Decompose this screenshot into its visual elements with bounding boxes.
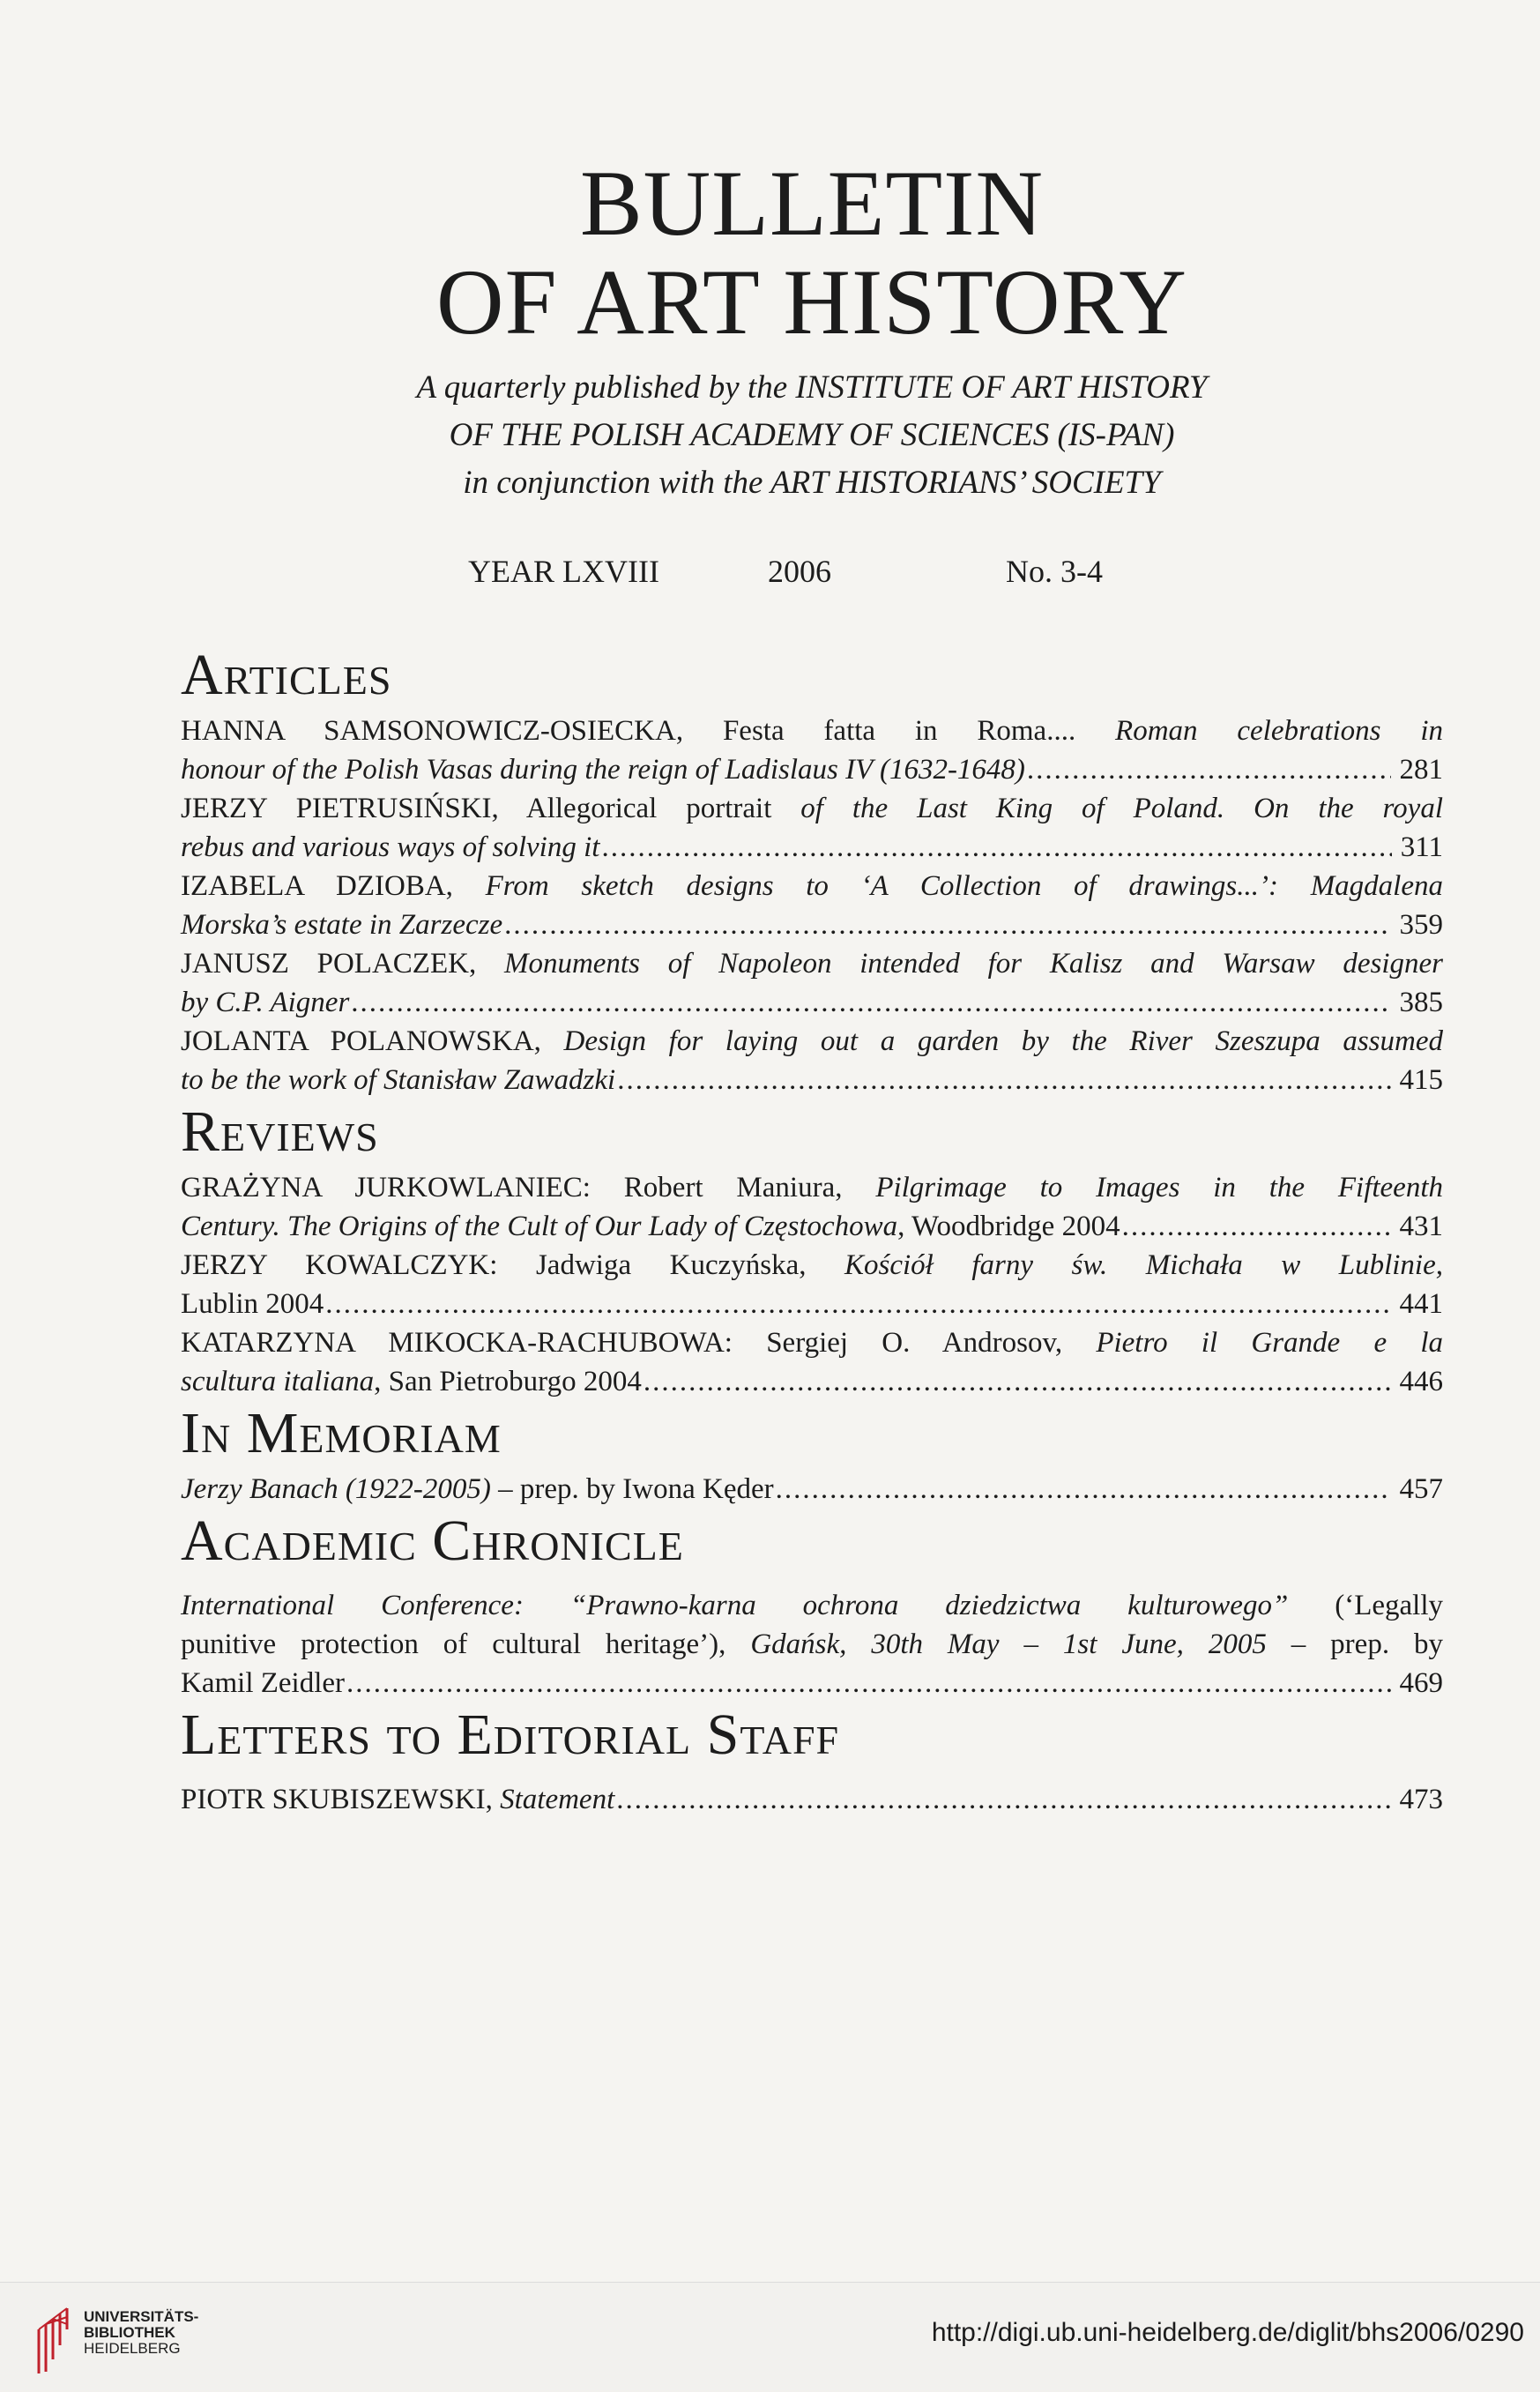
dot-leader [617, 1061, 1390, 1099]
entry-title: Festa fatta in Roma.... [722, 715, 1116, 747]
page-number: 281 [1399, 754, 1443, 786]
page-number: 385 [1399, 987, 1443, 1018]
entry-title: Allegorical portrait [525, 793, 801, 824]
entry-title-italic: Century. The Origins of the Cult of Our Lady of Częstochowa [181, 1211, 898, 1242]
entry-translation: (‘Legally [1288, 1590, 1443, 1621]
entry-reviewed-author: Jadwiga Kuczyńska, [535, 1249, 845, 1281]
entry-author: IZABELA DZIOBA, [181, 870, 486, 902]
toc-entry[interactable] [181, 789, 1443, 867]
dot-leader [346, 1664, 1390, 1703]
entry-author: HANNA SAMSONOWICZ-OSIECKA, [181, 715, 723, 747]
permalink-url[interactable]: http://digi.ub.uni-heidelberg.de/diglit/bhs2006/0290 [931, 2318, 1524, 2347]
entry-reviewed-author: Robert Maniura, [623, 1172, 876, 1203]
volume-number: No. 3-4 [1006, 554, 1103, 589]
dot-leader [616, 1780, 1390, 1819]
entry-title-italic: Kościół farny św. Michała w Lublinie, [844, 1249, 1443, 1281]
entry-title-italic: Morska’s estate in Zarzecze [181, 909, 503, 941]
publisher-line3: in conjunction with the ART HISTORIANS’ SOCIETY [463, 465, 1161, 501]
toc-entry[interactable] [181, 1470, 1443, 1509]
publisher-line1: A quarterly published by the INSTITUTE OF ART HISTORY [416, 369, 1208, 406]
entry-title-italic: International Conference: “Prawno-karna ochrona dziedzictwa kulturowego” [181, 1590, 1289, 1621]
entry-title-italic: Pietro il Grande e la [1096, 1327, 1443, 1359]
page-number: 441 [1399, 1288, 1443, 1320]
page-number: 457 [1399, 1473, 1443, 1505]
entry-title-italic: to be the work of Stanisław Zawadzki [181, 1064, 616, 1096]
entry-author: JERZY KOWALCZYK: [181, 1249, 536, 1281]
page-number: 469 [1399, 1667, 1443, 1699]
entry-title-italic: From sketch designs to ‘A Collection of drawings...’: Magdalena [485, 870, 1443, 902]
section-heading-reviews: Reviews [181, 1099, 379, 1164]
entry-author: PIOTR SKUBISZEWSKI, [181, 1784, 501, 1815]
publisher-line2: OF THE POLISH ACADEMY OF SCIENCES (IS-PAN) [449, 417, 1175, 453]
dot-leader [351, 983, 1390, 1022]
volume-info [181, 553, 1443, 590]
entry-title-italic: Jerzy Banach (1922-2005) [181, 1473, 491, 1505]
entry-author: JERZY PIETRUSIŃSKI, [181, 793, 526, 824]
page-number: 446 [1399, 1366, 1443, 1397]
journal-title-line1: BULLETIN [579, 152, 1045, 255]
contents-column [181, 154, 1443, 1819]
entry-author: JOLANTA POLANOWSKA, [181, 1025, 564, 1057]
entry-title-italic: of the Last King of Poland. On the royal [800, 793, 1443, 824]
masthead [181, 154, 1443, 590]
entry-translation: punitive protection of cultural heritage’), [181, 1628, 751, 1660]
toc-entry[interactable] [181, 1780, 1443, 1819]
entry-title-italic: Monuments of Napoleon intended for Kalisz and Warsaw designer [503, 948, 1443, 980]
section-heading-chronicle: Academic Chronicle [181, 1509, 684, 1573]
dot-leader [1122, 1207, 1391, 1246]
page-number: 359 [1399, 909, 1443, 941]
entry-title-italic: scultura italiana [181, 1366, 375, 1397]
toc-entry[interactable] [181, 1022, 1443, 1099]
dot-leader [1027, 750, 1391, 789]
dot-leader [504, 905, 1390, 944]
entry-preparer-name: Kamil Zeidler [181, 1667, 346, 1699]
volume-date: 2006 [768, 554, 831, 589]
page-number: 311 [1400, 831, 1443, 863]
section-heading-memoriam: In Memoriam [181, 1401, 502, 1465]
library-logo-icon [35, 2305, 75, 2375]
entry-title-italic: Roman celebrations in [1115, 715, 1443, 747]
dot-leader [644, 1362, 1391, 1401]
entry-preparer: – prep. by [1266, 1628, 1443, 1660]
entry-title-italic: Design for laying out a garden by the River Szeszupa assumed [563, 1025, 1443, 1057]
entry-title-italic: honour of the Polish Vasas during the reign of Ladislaus IV (1632-1648) [181, 754, 1025, 786]
entry-imprint: Lublin 2004 [181, 1288, 324, 1320]
journal-title-line2: OF ART HISTORY [436, 250, 1187, 354]
entry-author: KATARZYNA MIKOCKA-RACHUBOWA: [181, 1327, 767, 1359]
toc-entry[interactable] [181, 1246, 1443, 1323]
entry-preparer: – prep. by Iwona Kęder [490, 1473, 774, 1505]
section-heading-letters: Letters to Editorial Staff [181, 1703, 840, 1767]
publisher-statement [181, 364, 1443, 507]
toc-entry[interactable] [181, 1323, 1443, 1401]
toc-entry[interactable] [181, 1168, 1443, 1246]
entry-imprint: , San Pietroburgo 2004 [374, 1366, 642, 1397]
entry-imprint: , Woodbridge 2004 [897, 1211, 1120, 1242]
toc-entry[interactable] [181, 867, 1443, 944]
entry-author: JANUSZ POLACZEK, [181, 948, 504, 980]
toc-entry[interactable] [181, 1586, 1443, 1703]
toc-entry[interactable] [181, 944, 1443, 1022]
entry-title-italic: rebus and various ways of solving it [181, 831, 600, 863]
library-name: UNIVERSITÄTS- BIBLIOTHEK HEIDELBERG [84, 2308, 199, 2357]
entry-title-italic: by C.P. Aigner [181, 987, 350, 1018]
section-heading-articles: Articles [181, 643, 392, 707]
page-number: 415 [1399, 1064, 1443, 1096]
dot-leader [776, 1470, 1391, 1509]
page-number: 473 [1399, 1784, 1443, 1815]
entry-title-italic: Pilgrimage to Images in the Fifteenth [875, 1172, 1443, 1203]
entry-author: GRAŻYNA JURKOWLANIEC: [181, 1172, 624, 1203]
entry-place-date: Gdańsk, 30th May – 1st June, 2005 [750, 1628, 1267, 1660]
toc-entry[interactable] [181, 712, 1443, 789]
viewer-footer [0, 2282, 1540, 2392]
page-number: 431 [1399, 1211, 1443, 1242]
entry-reviewed-author: Sergiej O. Androsov, [766, 1327, 1097, 1359]
entry-title-italic: Statement [500, 1784, 615, 1815]
dot-leader [325, 1285, 1390, 1323]
dot-leader [601, 828, 1391, 867]
volume-year: YEAR LXVIII [468, 554, 659, 589]
